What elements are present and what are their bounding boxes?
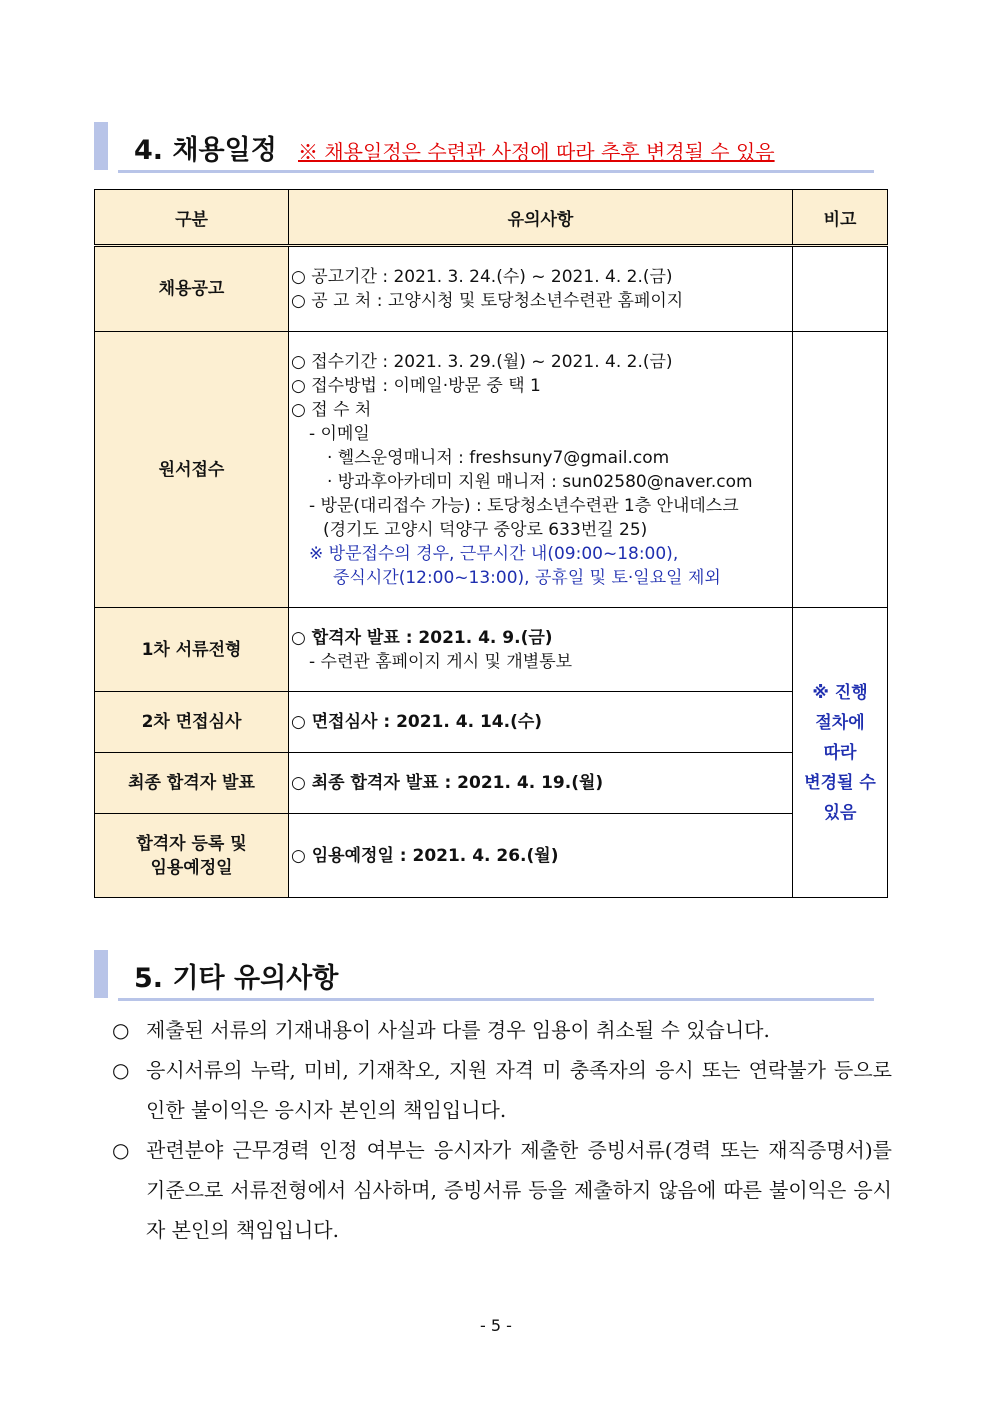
content-line: ○ 공고기간 : 2021. 3. 24.(수) ~ 2021. 4. 2.(금) [291, 267, 673, 287]
content-line: - 방문(대리접수 가능) : 토당청소년수련관 1층 안내데스크 [309, 495, 739, 516]
row-category: 2차 면접심사 [95, 692, 289, 753]
section4-heading [94, 122, 894, 172]
content-line: ○ 접수방법 : 이메일·방문 중 택 1 [291, 375, 541, 396]
misc-notes-list [112, 1010, 892, 1250]
row-category: 채용공고 [95, 246, 289, 332]
section4-accent-bar [94, 122, 108, 170]
section4-underline [118, 170, 874, 173]
content-line: ○ 임용예정일 : 2021. 4. 26.(월) [291, 845, 559, 866]
row-category: 1차 서류전형 [95, 608, 289, 692]
table-row [95, 753, 888, 814]
row-remark [793, 332, 888, 608]
row-content [289, 814, 793, 898]
section5-underline [118, 998, 874, 1001]
row-content [289, 246, 793, 332]
content-line: (경기도 고양시 덕양구 중앙로 633번길 25) [323, 519, 648, 540]
category-line: 임용예정일 [150, 857, 233, 878]
content-line: ○ 공 고 처 : 고양시청 및 토당청소년수련관 홈페이지 [291, 291, 684, 311]
list-item-text: 응시서류의 누락, 미비, 기재착오, 지원 자격 미 충족자의 응시 또는 연락불가 등으로 인한 불이익은 응시자 본인의 책임입니다. [146, 1058, 892, 1122]
content-line: ○ 접 수 처 [291, 399, 372, 420]
category-line: 합격자 등록 및 [136, 833, 247, 854]
row-content [289, 332, 793, 608]
content-line: ○ 합격자 발표 : 2021. 4. 9.(금) [291, 627, 553, 648]
content-line: 중식시간(12:00~13:00), 공휴일 및 토·일요일 제외 [333, 567, 721, 588]
remark-note-line: 변경될 수 [804, 772, 876, 793]
schedule-table [94, 189, 888, 898]
content-line: ○ 최종 합격자 발표 : 2021. 4. 19.(월) [291, 773, 604, 793]
content-line: - 수련관 홈페이지 게시 및 개별통보 [309, 651, 573, 672]
header-content: 유의사항 [289, 190, 793, 246]
row-category: 최종 합격자 발표 [95, 753, 289, 814]
row-category: 원서접수 [95, 332, 289, 608]
section5-title: 5. 기타 유의사항 [134, 963, 339, 994]
content-line: - 이메일 [309, 423, 370, 444]
table-header-row [95, 190, 888, 246]
remark-note-line: 절차에 [815, 712, 865, 733]
row-remark [793, 246, 888, 332]
row-content [289, 753, 793, 814]
list-item-text: 제출된 서류의 기재내용이 사실과 다를 경우 임용이 취소될 수 있습니다. [146, 1018, 770, 1042]
content-line: · 헬스운영매니저 : freshsuny7@gmail.com [327, 447, 670, 468]
table-row [95, 332, 888, 608]
list-item-text: 관련분야 근무경력 인정 여부는 응시자가 제출한 증빙서류(경력 또는 재직증명서)를 기준으로 서류전형에서 심사하며, 증빙서류 등을 제출하지 않음에 따른 불이익은 응시자 본인의 책임입니다. [146, 1138, 892, 1242]
page-number: - 5 - [480, 1316, 512, 1335]
remark-note-line: 있음 [823, 802, 857, 823]
table-row [95, 814, 888, 898]
circle-bullet-icon: ○ [112, 1058, 130, 1082]
remark-note-line: ※ 진행 [812, 682, 868, 703]
remark-note-line: 따라 [823, 742, 857, 763]
section4-title: 4. 채용일정 [134, 135, 277, 166]
row-content [289, 608, 793, 692]
section5-accent-bar [94, 950, 108, 998]
section5-heading [94, 950, 894, 1000]
circle-bullet-icon: ○ [112, 1018, 130, 1042]
table-row [95, 246, 888, 332]
header-category: 구분 [95, 190, 289, 246]
list-item [112, 1050, 892, 1130]
circle-bullet-icon: ○ [112, 1138, 130, 1162]
section4-schedule-note: ※ 채용일정은 수련관 사정에 따라 추후 변경될 수 있음 [298, 140, 775, 164]
table-row [95, 692, 888, 753]
list-item [112, 1130, 892, 1250]
row-category [95, 814, 289, 898]
table-row [95, 608, 888, 692]
content-line: ○ 접수기간 : 2021. 3. 29.(월) ~ 2021. 4. 2.(금) [291, 351, 673, 372]
content-line: · 방과후아카데미 지원 매니저 : sun02580@naver.com [327, 471, 753, 492]
list-item [112, 1010, 892, 1050]
header-remark: 비고 [793, 190, 888, 246]
content-line: ※ 방문접수의 경우, 근무시간 내(09:00~18:00), [309, 543, 679, 564]
row-content [289, 692, 793, 753]
content-line: ○ 면접심사 : 2021. 4. 14.(수) [291, 712, 543, 732]
remark-note [793, 608, 888, 898]
